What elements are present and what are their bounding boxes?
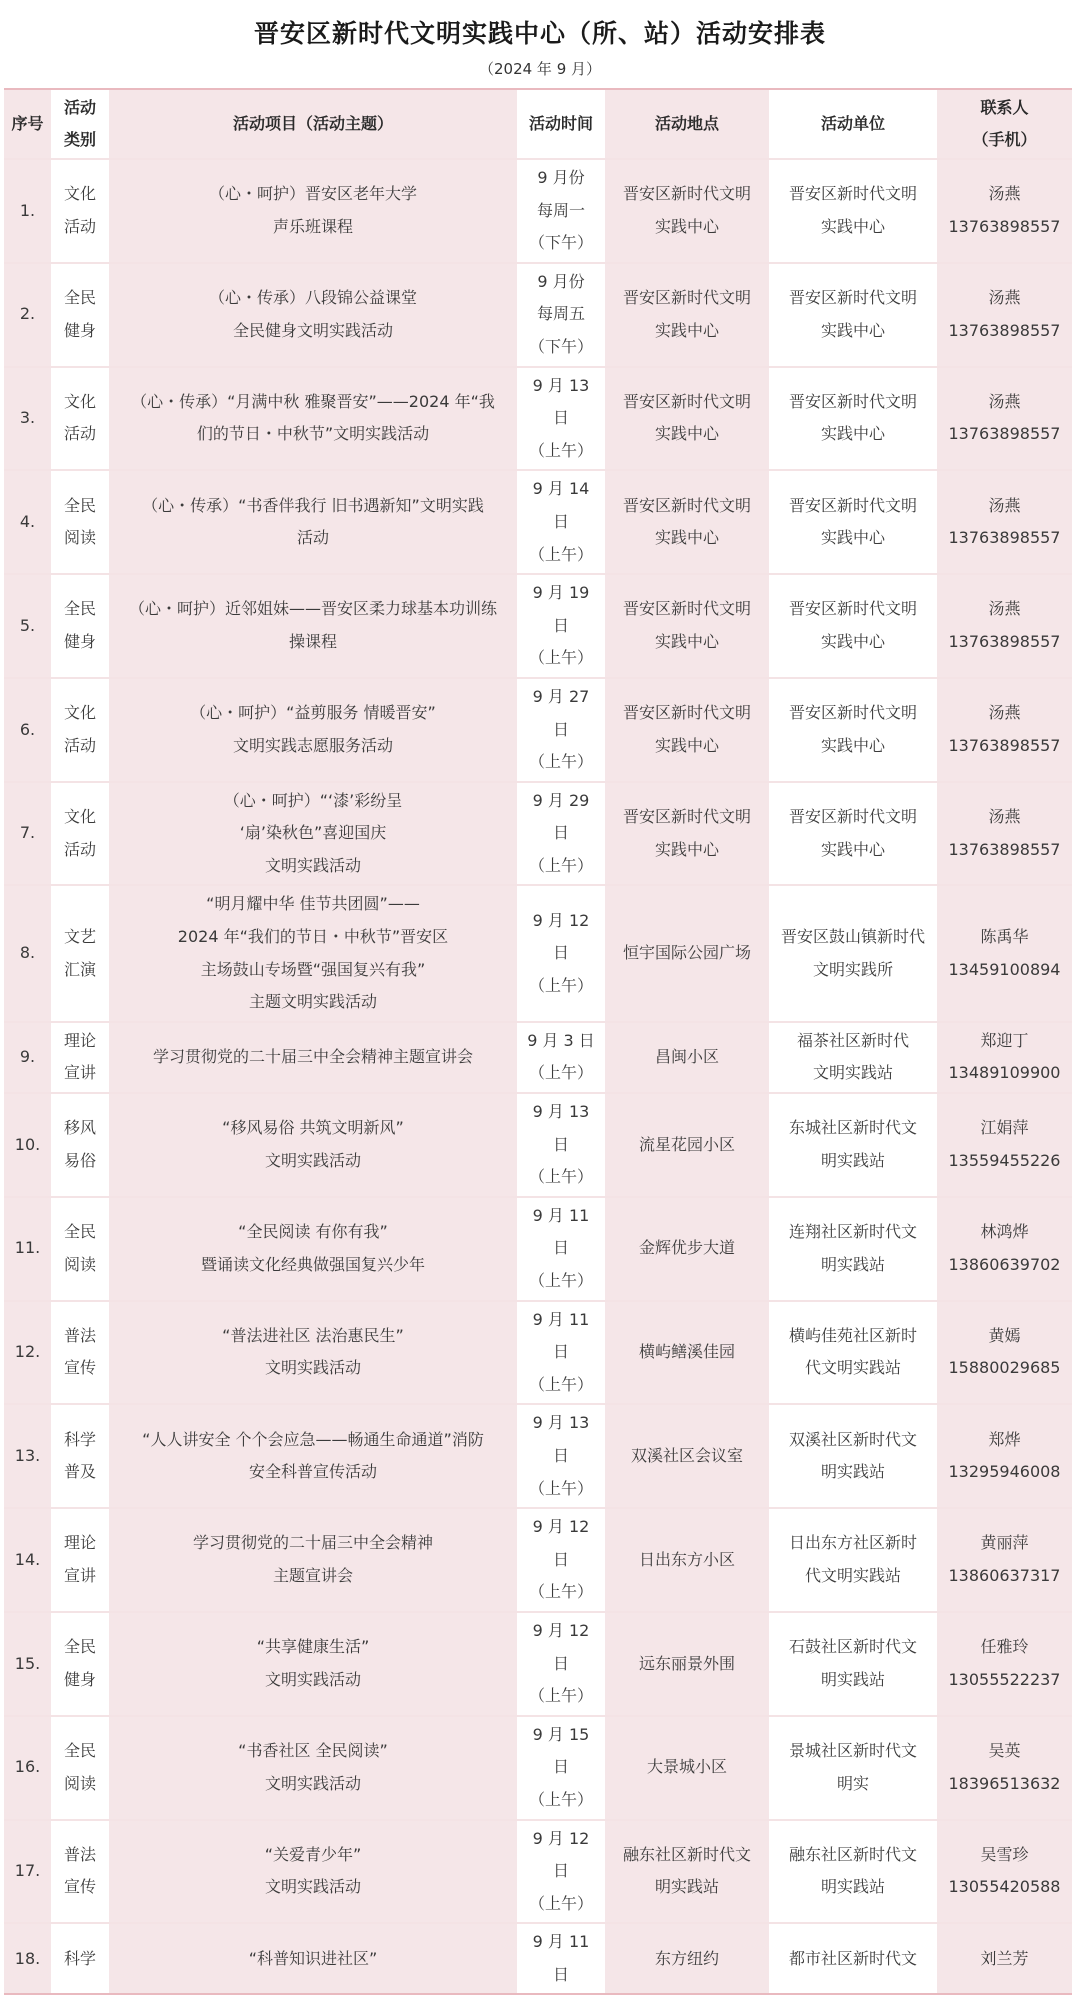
row-contact: 刘兰芳 — [937, 1923, 1072, 1994]
row-category: 理论 宣讲 — [51, 1508, 109, 1612]
row-activity: “人人讲安全 个个会应急——畅通生命通道”消防 安全科普宣传活动 — [109, 1404, 517, 1508]
row-activity: “关爱青少年” 文明实践活动 — [109, 1820, 517, 1924]
row-contact: 陈禹华 13459100894 — [937, 885, 1072, 1021]
row-location: 晋安区新时代文明 实践中心 — [605, 574, 769, 678]
table-row — [4, 1612, 1072, 1716]
table-row — [4, 263, 1072, 367]
table-row — [4, 1716, 1072, 1820]
row-organizer: 福茶社区新时代 文明实践站 — [769, 1022, 937, 1093]
header-activity: 活动项目（活动主题） — [109, 89, 517, 159]
table-row — [4, 159, 1072, 263]
row-organizer: 景城社区新时代文 明实 — [769, 1716, 937, 1820]
row-activity: （心・传承）八段锦公益课堂 全民健身文明实践活动 — [109, 263, 517, 367]
row-contact: 汤燕 13763898557 — [937, 574, 1072, 678]
row-index: 1. — [4, 159, 51, 263]
row-category: 普法 宣传 — [51, 1301, 109, 1405]
row-time: 9 月 27 日 （上午） — [517, 678, 605, 782]
row-organizer: 东城社区新时代文 明实践站 — [769, 1093, 937, 1197]
row-location: 融东社区新时代文 明实践站 — [605, 1820, 769, 1924]
document-subtitle: （2024 年 9 月） — [478, 60, 602, 78]
row-category: 科学 普及 — [51, 1404, 109, 1508]
table-row — [4, 1820, 1072, 1924]
row-location: 晋安区新时代文明 实践中心 — [605, 782, 769, 886]
row-index: 7. — [4, 782, 51, 886]
table-header-row — [4, 89, 1072, 159]
table-row — [4, 1923, 1072, 1994]
row-location: 晋安区新时代文明 实践中心 — [605, 367, 769, 471]
table-row — [4, 470, 1072, 574]
row-activity: “全民阅读 有你有我” 暨诵读文化经典做强国复兴少年 — [109, 1197, 517, 1301]
row-activity: 学习贯彻党的二十届三中全会精神主题宣讲会 — [109, 1022, 517, 1093]
table-row — [4, 1301, 1072, 1405]
row-location: 远东丽景外围 — [605, 1612, 769, 1716]
row-location: 恒宇国际公园广场 — [605, 885, 769, 1021]
row-category: 移风 易俗 — [51, 1093, 109, 1197]
row-time: 9 月 11 日 （上午） — [517, 1197, 605, 1301]
row-location: 晋安区新时代文明 实践中心 — [605, 159, 769, 263]
row-time: 9 月份 每周五 （下午） — [517, 263, 605, 367]
row-index: 12. — [4, 1301, 51, 1405]
row-location: 东方纽约 — [605, 1923, 769, 1994]
row-index: 9. — [4, 1022, 51, 1093]
table-row — [4, 1093, 1072, 1197]
row-time: 9 月 13 日 （上午） — [517, 1404, 605, 1508]
row-location: 双溪社区会议室 — [605, 1404, 769, 1508]
table-row — [4, 1404, 1072, 1508]
table-row — [4, 1197, 1072, 1301]
row-category: 普法 宣传 — [51, 1820, 109, 1924]
row-category: 全民 阅读 — [51, 1716, 109, 1820]
row-category: 文化 活动 — [51, 159, 109, 263]
row-organizer: 都市社区新时代文 — [769, 1923, 937, 1994]
row-category: 全民 健身 — [51, 1612, 109, 1716]
row-time: 9 月 11 日 — [517, 1923, 605, 1994]
row-index: 15. — [4, 1612, 51, 1716]
row-contact: 郑迎丁 13489109900 — [937, 1022, 1072, 1093]
header-location: 活动地点 — [605, 89, 769, 159]
row-contact: 吴英 18396513632 — [937, 1716, 1072, 1820]
row-contact: 江娟萍 13559455226 — [937, 1093, 1072, 1197]
row-index: 2. — [4, 263, 51, 367]
row-organizer: 融东社区新时代文 明实践站 — [769, 1820, 937, 1924]
header-category: 活动 类别 — [51, 89, 109, 159]
row-contact: 任雅玲 13055522237 — [937, 1612, 1072, 1716]
row-time: 9 月 3 日 （上午） — [517, 1022, 605, 1093]
row-organizer: 石鼓社区新时代文 明实践站 — [769, 1612, 937, 1716]
row-location: 横屿鳝溪佳园 — [605, 1301, 769, 1405]
row-organizer: 晋安区新时代文明 实践中心 — [769, 678, 937, 782]
row-category: 全民 健身 — [51, 574, 109, 678]
table-row — [4, 1022, 1072, 1093]
row-category: 文艺 汇演 — [51, 885, 109, 1021]
row-time: 9 月 14 日 （上午） — [517, 470, 605, 574]
row-location: 日出东方小区 — [605, 1508, 769, 1612]
row-category: 科学 — [51, 1923, 109, 1994]
row-organizer: 晋安区新时代文明 实践中心 — [769, 367, 937, 471]
row-organizer: 晋安区鼓山镇新时代 文明实践所 — [769, 885, 937, 1021]
row-contact: 汤燕 13763898557 — [937, 263, 1072, 367]
row-activity: “书香社区 全民阅读” 文明实践活动 — [109, 1716, 517, 1820]
row-contact: 吴雪珍 13055420588 — [937, 1820, 1072, 1924]
row-index: 16. — [4, 1716, 51, 1820]
row-index: 11. — [4, 1197, 51, 1301]
row-time: 9 月 12 日 （上午） — [517, 1820, 605, 1924]
row-time: 9 月 12 日 （上午） — [517, 885, 605, 1021]
row-category: 全民 健身 — [51, 263, 109, 367]
activity-schedule-table — [4, 88, 1072, 1995]
row-index: 13. — [4, 1404, 51, 1508]
row-index: 6. — [4, 678, 51, 782]
row-location: 晋安区新时代文明 实践中心 — [605, 263, 769, 367]
row-time: 9 月份 每周一 （下午） — [517, 159, 605, 263]
row-category: 理论 宣讲 — [51, 1022, 109, 1093]
row-time: 9 月 29 日 （上午） — [517, 782, 605, 886]
document-title: 晋安区新时代文明实践中心（所、站）活动安排表 — [253, 19, 826, 48]
row-index: 17. — [4, 1820, 51, 1924]
row-category: 文化 活动 — [51, 782, 109, 886]
row-contact: 林鸿烨 13860639702 — [937, 1197, 1072, 1301]
row-time: 9 月 13 日 （上午） — [517, 367, 605, 471]
row-activity: 学习贯彻党的二十届三中全会精神 主题宣讲会 — [109, 1508, 517, 1612]
row-contact: 汤燕 13763898557 — [937, 159, 1072, 263]
row-activity: “明月耀中华 佳节共团圆”—— 2024 年“我们的节日・中秋节”晋安区 主场鼓山专场暨“强国复兴有我” 主题文明实践活动 — [109, 885, 517, 1021]
row-contact: 汤燕 13763898557 — [937, 367, 1072, 471]
row-organizer: 晋安区新时代文明 实践中心 — [769, 263, 937, 367]
row-index: 10. — [4, 1093, 51, 1197]
table-row — [4, 678, 1072, 782]
row-contact: 黄丽萍 13860637317 — [937, 1508, 1072, 1612]
row-location: 流星花园小区 — [605, 1093, 769, 1197]
row-time: 9 月 13 日 （上午） — [517, 1093, 605, 1197]
table-row — [4, 1508, 1072, 1612]
row-activity: （心・传承）“书香伴我行 旧书遇新知”文明实践 活动 — [109, 470, 517, 574]
row-index: 8. — [4, 885, 51, 1021]
row-index: 18. — [4, 1923, 51, 1994]
header-time: 活动时间 — [517, 89, 605, 159]
table-row — [4, 885, 1072, 1021]
row-contact: 汤燕 13763898557 — [937, 782, 1072, 886]
row-time: 9 月 11 日 （上午） — [517, 1301, 605, 1405]
row-activity: “普法进社区 法治惠民生” 文明实践活动 — [109, 1301, 517, 1405]
header-contact: 联系人 （手机） — [937, 89, 1072, 159]
row-time: 9 月 15 日 （上午） — [517, 1716, 605, 1820]
row-category: 文化 活动 — [51, 367, 109, 471]
header-organizer: 活动单位 — [769, 89, 937, 159]
row-index: 14. — [4, 1508, 51, 1612]
row-activity: “移风易俗 共筑文明新风” 文明实践活动 — [109, 1093, 517, 1197]
row-activity: （心・呵护）近邻姐妹——晋安区柔力球基本功训练 操课程 — [109, 574, 517, 678]
table-row — [4, 574, 1072, 678]
row-location: 昌闽小区 — [605, 1022, 769, 1093]
row-index: 4. — [4, 470, 51, 574]
row-activity: （心・呵护）“益剪服务 情暖晋安” 文明实践志愿服务活动 — [109, 678, 517, 782]
row-activity: （心・传承）“月满中秋 雅聚晋安”——2024 年“我 们的节日・中秋节”文明实践活动 — [109, 367, 517, 471]
row-organizer: 连翔社区新时代文 明实践站 — [769, 1197, 937, 1301]
row-category: 全民 阅读 — [51, 470, 109, 574]
row-activity: （心・呵护）“‘漆’彩纷呈 ‘扇’染秋色”喜迎国庆 文明实践活动 — [109, 782, 517, 886]
row-organizer: 晋安区新时代文明 实践中心 — [769, 782, 937, 886]
row-organizer: 晋安区新时代文明 实践中心 — [769, 159, 937, 263]
row-time: 9 月 12 日 （上午） — [517, 1612, 605, 1716]
row-contact: 汤燕 13763898557 — [937, 678, 1072, 782]
row-location: 晋安区新时代文明 实践中心 — [605, 678, 769, 782]
row-organizer: 双溪社区新时代文 明实践站 — [769, 1404, 937, 1508]
row-location: 大景城小区 — [605, 1716, 769, 1820]
row-index: 3. — [4, 367, 51, 471]
row-index: 5. — [4, 574, 51, 678]
row-contact: 汤燕 13763898557 — [937, 470, 1072, 574]
row-activity: “共享健康生活” 文明实践活动 — [109, 1612, 517, 1716]
row-organizer: 晋安区新时代文明 实践中心 — [769, 574, 937, 678]
table-row — [4, 782, 1072, 886]
row-activity: （心・呵护）晋安区老年大学 声乐班课程 — [109, 159, 517, 263]
row-location: 晋安区新时代文明 实践中心 — [605, 470, 769, 574]
row-contact: 黄嫣 15880029685 — [937, 1301, 1072, 1405]
row-category: 全民 阅读 — [51, 1197, 109, 1301]
row-organizer: 横屿佳苑社区新时 代文明实践站 — [769, 1301, 937, 1405]
row-organizer: 日出东方社区新时 代文明实践站 — [769, 1508, 937, 1612]
row-activity: “科普知识进社区” — [109, 1923, 517, 1994]
header-index: 序号 — [4, 89, 51, 159]
row-time: 9 月 19 日 （上午） — [517, 574, 605, 678]
row-time: 9 月 12 日 （上午） — [517, 1508, 605, 1612]
row-organizer: 晋安区新时代文明 实践中心 — [769, 470, 937, 574]
row-category: 文化 活动 — [51, 678, 109, 782]
row-location: 金辉优步大道 — [605, 1197, 769, 1301]
table-row — [4, 367, 1072, 471]
row-contact: 郑烨 13295946008 — [937, 1404, 1072, 1508]
